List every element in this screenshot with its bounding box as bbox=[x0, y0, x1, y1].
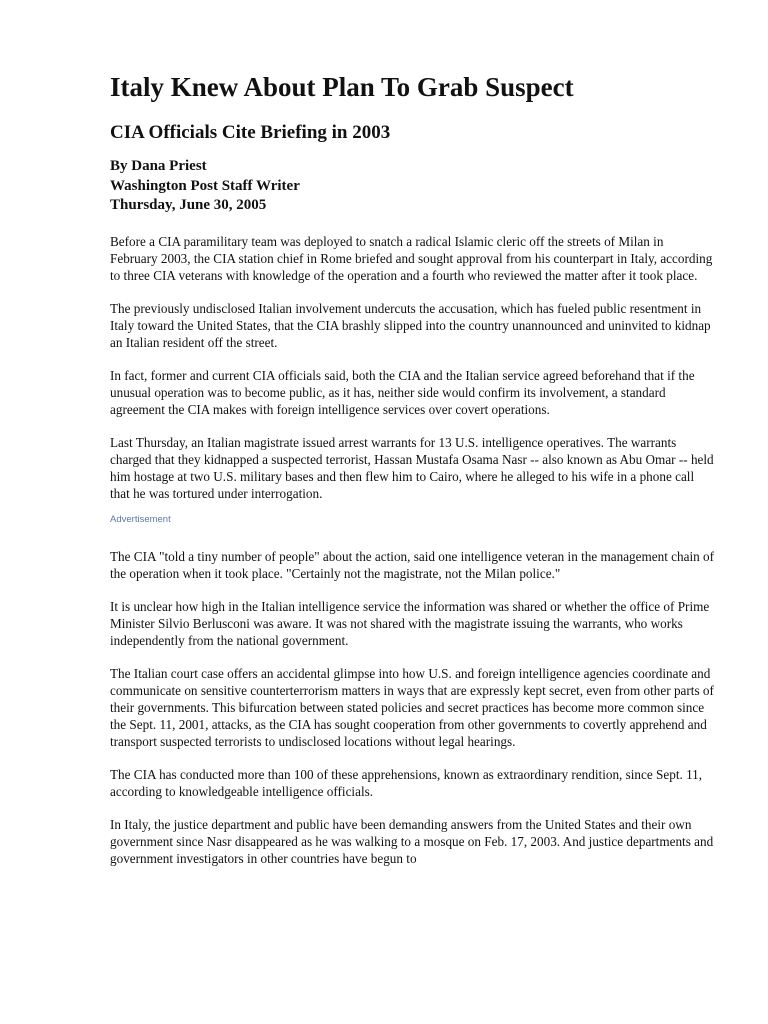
article-paragraph: It is unclear how high in the Italian intelligence service the information was shared or whether the office of Prime Minister Silvio Berlusconi was aware. It was not shared with the magistrate issuing the warrants, who works independently from the national government. bbox=[110, 598, 710, 648]
advertisement-label: Advertisement bbox=[110, 513, 171, 525]
article-paragraph: The previously undisclosed Italian involvement undercuts the accusation, which has fueled public resentment in Italy toward the United States, that the CIA brashly slipped into the country unannounced and uninvited to kidnap an Italian resident off the street. bbox=[110, 300, 711, 350]
article-body bbox=[110, 233, 714, 867]
headline: Italy Knew About Plan To Grab Suspect bbox=[110, 72, 574, 102]
article-page bbox=[110, 68, 714, 883]
article-paragraph: The Italian court case offers an accidental glimpse into how U.S. and foreign intelligence agencies coordinate and communicate on sensitive counterterrorism matters in ways that are expressly kept secret, even from other parts of their governments. This bifurcation between stated policies and secret practices has become more common since the Sept. 11, 2001, attacks, as the CIA has sought cooperation from other governments to covertly apprehend and transport suspected terrorists to undisclosed locations without legal hearings. bbox=[110, 665, 714, 749]
article-paragraph: Before a CIA paramilitary team was deployed to snatch a radical Islamic cleric off the streets of Milan in February 2003, the CIA station chief in Rome briefed and sought approval from his counterpart in Italy, according to three CIA veterans with knowledge of the operation and a fourth who reviewed the matter after it took place. bbox=[110, 233, 713, 283]
subheadline: CIA Officials Cite Briefing in 2003 bbox=[110, 122, 391, 143]
article-paragraph: In Italy, the justice department and public have been demanding answers from the United States and their own government since Nasr disappeared as he was walking to a mosque on Feb. 17, 2003. And justice departments and government investigators in other countries have begun to bbox=[110, 816, 714, 866]
article-paragraph: The CIA "told a tiny number of people" about the action, said one intelligence veteran in the management chain of the operation when it took place. "Certainly not the magistrate, not the Milan police." bbox=[110, 548, 715, 581]
article-paragraph: The CIA has conducted more than 100 of these apprehensions, known as extraordinary rendition, since Sept. 11, according to knowledgeable intelligence officials. bbox=[110, 766, 703, 799]
article-paragraph: Last Thursday, an Italian magistrate issued arrest warrants for 13 U.S. intelligence operatives. The warrants charged that they kidnapped a suspected terrorist, Hassan Mustafa Osama Nasr -- also known as Abu Omar -- held him hostage at two U.S. military bases and then flew him to Cairo, where he alleged to his wife in a phone call that he was tortured under interrogation. bbox=[110, 434, 714, 501]
byline-affiliation: Washington Post Staff Writer bbox=[110, 177, 300, 194]
byline-date: Thursday, June 30, 2005 bbox=[110, 197, 267, 213]
byline-author: By Dana Priest bbox=[110, 158, 207, 174]
byline bbox=[110, 157, 714, 216]
article-paragraph: In fact, former and current CIA officials said, both the CIA and the Italian service agreed beforehand that if the unusual operation was to become public, as it has, neither side would confirm its involvement, a standard agreement the CIA makes with foreign intelligence services over covert operations. bbox=[110, 367, 695, 417]
